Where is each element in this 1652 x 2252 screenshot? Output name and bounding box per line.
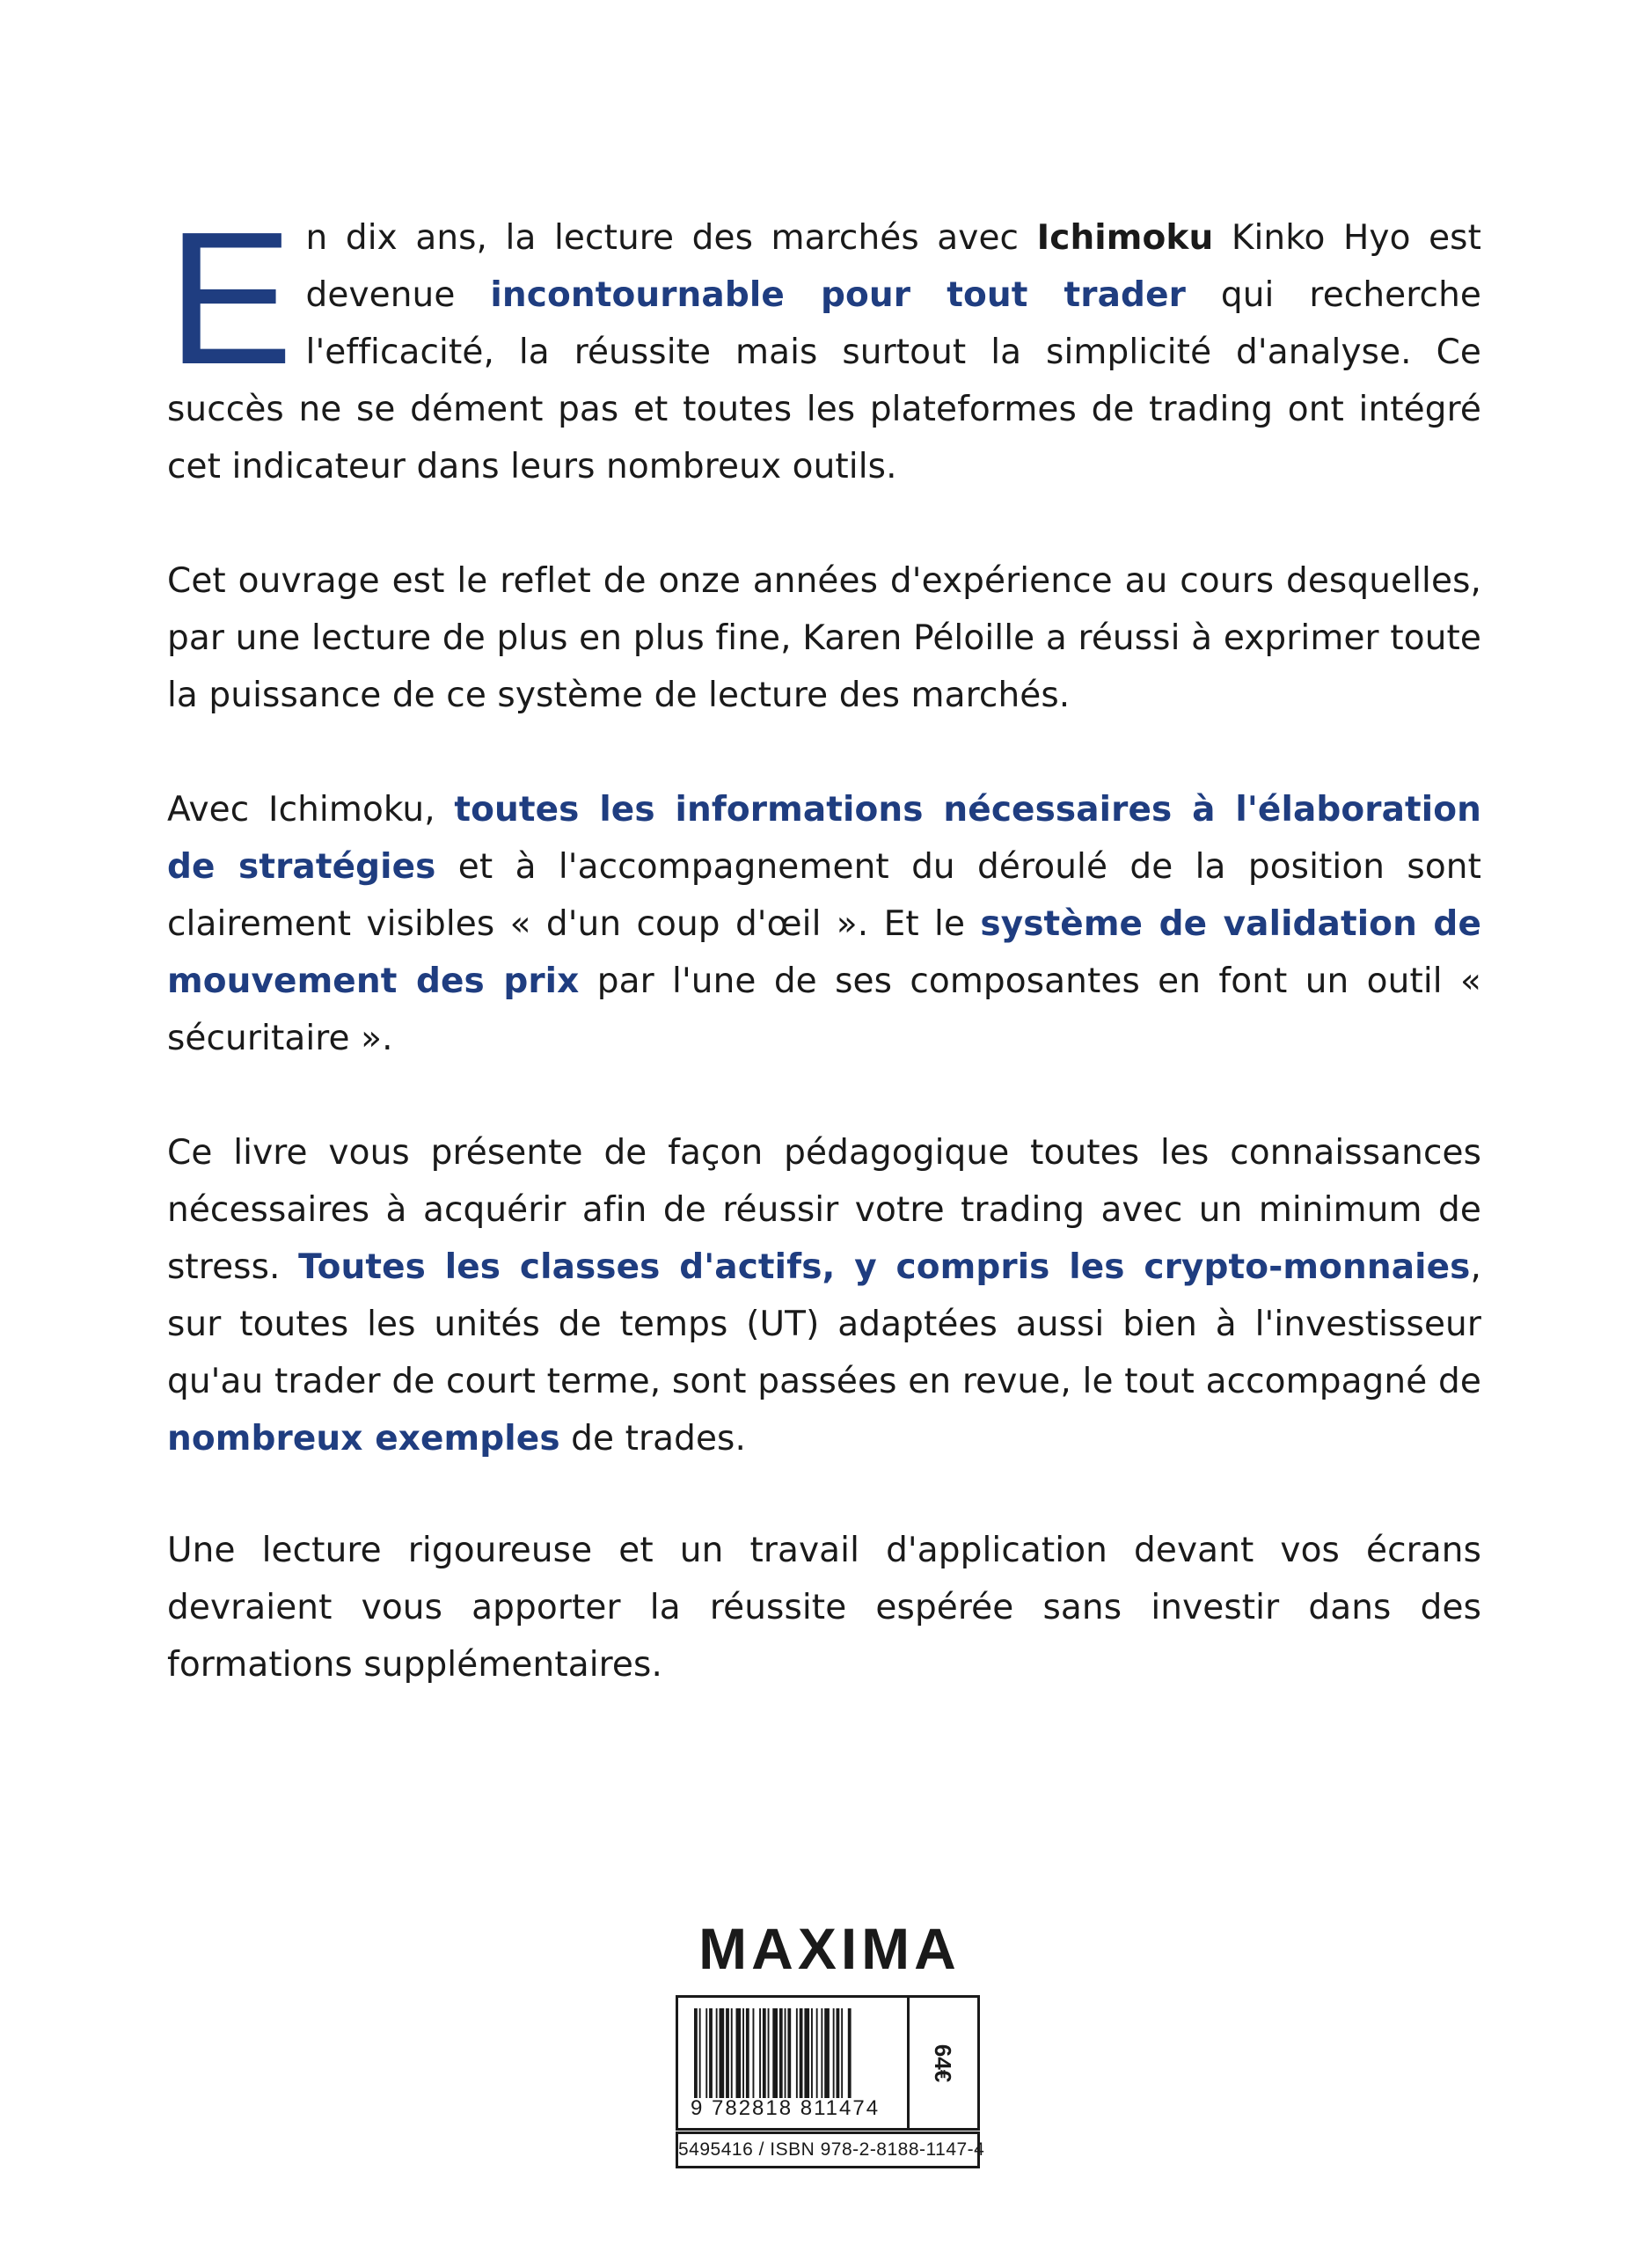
barcode-bar [837,2008,840,2098]
para4-highlight-1: Toutes les classes d'actifs, y compris les crypto-monnaies [298,1247,1471,1287]
barcode-bar [779,2008,783,2098]
barcode-bar [720,2008,725,2098]
barcode-bar [772,2008,778,2098]
barcode-bar [699,2008,701,2098]
intro-text-3: Kinko Hyo est devenue [305,218,1481,315]
barcode-bar [763,2008,766,2098]
barcode-bar [759,2008,761,2098]
barcode-bar [742,2008,744,2098]
barcode-bar [816,2008,818,2098]
drop-cap: E [167,192,294,404]
barcode-bar [694,2008,698,2098]
barcode-bar [824,2008,830,2098]
intro-paragraph [167,192,1481,495]
barcode-bar [768,2008,770,2098]
barcode-bar [705,2008,707,2098]
barcode-digits: 9 782818 811474 [691,2096,881,2120]
price-text: 64€ [930,2044,957,2082]
intro-text-5: qui recherche l'efficacité, la réussite mais surtout la simplicité d'analyse. Ce succès ne se dément pas et toutes les plateformes de trading ont intégré cet indicateur dans leurs nombreux outils. [167,275,1481,486]
barcode-bar [841,2008,843,2098]
barcode-box [676,1995,980,2131]
barcode-bar [821,2008,822,2098]
intro-text-1: n dix ans, la lecture des marchés avec [305,218,1037,258]
para4-text-3: , sur toutes les unités de temps (UT) adaptées aussi bien à l'investisseur qu'au trader de court terme, sont passées en revue, le tout accompagné de [167,1247,1481,1401]
isbn-line: 5495416 / ISBN 978-2-8188-1147-4 [676,2131,980,2168]
barcode-bar [709,2008,713,2098]
para4-text-5: de trades. [559,1419,746,1459]
paragraph-experience: Cet ouvrage est le reflet de onze années d'expérience au cours desquelles, par une lecture de plus en plus fine, Karen Péloille a réussi à exprimer toute la puissance de ce système de lecture des marchés. [167,561,1481,715]
publisher-logo: MAXIMA [698,1916,961,1981]
barcode-bar [726,2008,729,2098]
barcode-bar [731,2008,733,2098]
barcode-bar [833,2008,835,2098]
barcode-bar [848,2008,852,2098]
barcode-bar [746,2008,749,2098]
barcode-bar [804,2008,809,2098]
intro-highlight: incontournable pour tout trader [490,275,1186,315]
barcode-bar [753,2008,755,2098]
barcode-bar [800,2008,803,2098]
para3-text-5: par l'une de ses composantes en font un outil « sécuritaire ». [167,961,1481,1058]
paragraph-book [167,1124,1481,1467]
barcode-bar [787,2008,791,2098]
barcode-bar [796,2008,798,2098]
paragraph-conclusion: Une lecture rigoureuse et un travail d'application devant vos écrans devraient vous apporter la réussite espérée sans investir dans des formations supplémentaires. [167,1531,1481,1685]
barcode-bar [811,2008,813,2098]
price-label [909,1998,977,2128]
barcode-bar [716,2008,718,2098]
intro-ichimoku: Ichimoku [1036,218,1214,258]
para4-text-1: Ce livre vous présente de façon pédagogique toutes les connaissances nécessaires à acquérir afin de réussir votre trading avec un minimum de stress. [167,1133,1481,1287]
barcode-bar [736,2008,742,2098]
paragraph-ichimoku [167,781,1481,1067]
para4-highlight-2: nombreux exemples [167,1419,560,1459]
para3-highlight-2: système de validation de mouvement des prix [167,904,1481,1001]
para3-text-3: et à l'accompagnement du déroulé de la position sont clairement visibles « d'un coup d'œil ». Et le [167,847,1481,944]
para3-text-1: Avec Ichimoku, [167,790,455,830]
para3-highlight-1: toutes les informations nécessaires à l'élaboration de stratégies [167,790,1481,887]
barcode-bar [785,2008,786,2098]
barcode-image [694,2008,895,2098]
